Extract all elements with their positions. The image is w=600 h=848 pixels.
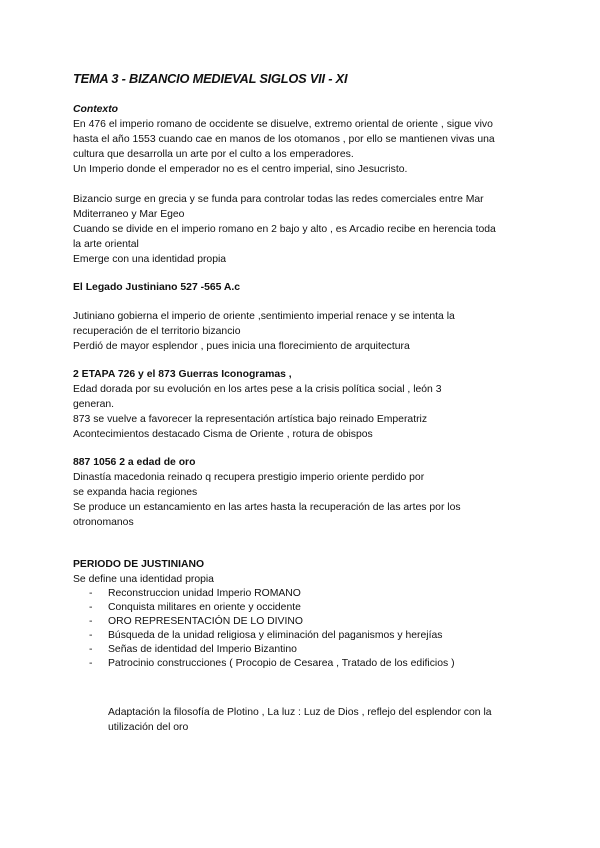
document-title: TEMA 3 - BIZANCIO MEDIEVAL SIGLOS VII - XI [73, 71, 348, 86]
paragraph-line: se expanda hacia regiones [73, 487, 198, 498]
paragraph-line: la arte oriental [73, 239, 139, 250]
dash-bullet-icon: - [89, 644, 93, 655]
dash-bullet-icon: - [89, 588, 93, 599]
paragraph-line: En 476 el imperio romano de occidente se disuelve, extremo oriental de oriente , sigue vivo [73, 119, 493, 130]
paragraph-line: Edad dorada por su evolución en los artes pese a la crisis política social , león 3 [73, 384, 442, 395]
paragraph-line: Mditerraneo y Mar Egeo [73, 209, 185, 220]
section-contexto [73, 102, 533, 177]
dash-bullet-icon: - [89, 630, 93, 641]
paragraph-line: Acontecimientos destacado Cisma de Oriente , rotura de obispos [73, 429, 373, 440]
paragraph-line: generan. [73, 399, 115, 410]
list-item [89, 657, 529, 671]
section-etapa2 [73, 367, 533, 442]
dash-bullet-icon: - [89, 602, 93, 613]
paragraph-line: Bizancio surge en grecia y se funda para controlar todas las redes comerciales entre Mar [73, 194, 484, 205]
list-item-text: Conquista militares en oriente y occidente [108, 602, 301, 613]
paragraph-line: Adaptación la filosofía de Plotino , La luz : Luz de Dios , reflejo del esplendor con la [108, 707, 492, 718]
dash-bullet-icon: - [89, 658, 93, 669]
list-item-text: ORO REPRESENTACIÓN DE LO DIVINO [108, 616, 303, 627]
section-heading-etapa2: 2 ETAPA 726 y el 873 Guerras Iconogramas , [73, 369, 292, 380]
list-item-text: Patrocinio construcciones ( Procopio de Cesarea , Tratado de los edificios ) [108, 658, 455, 669]
dash-bullet-icon: - [89, 616, 93, 627]
paragraph-line: utilización del oro [108, 722, 189, 733]
list-item-text: Reconstruccion unidad Imperio ROMANO [108, 588, 301, 599]
paragraph-line: Se produce un estancamiento en las artes hasta la recuperación de las artes por los [73, 502, 461, 513]
paragraph-line: otronomanos [73, 517, 134, 528]
paragraph-line: Perdió de mayor esplendor , pues inicia una florecimiento de arquitectura [73, 341, 410, 352]
paragraph-line: Jutiniano gobierna el imperio de oriente ,sentimiento imperial renace y se intenta la [73, 311, 455, 322]
section-periodo [73, 557, 533, 587]
paragraph-line: Dinastía macedonia reinado q recupera prestigio imperio oriente perdido por [73, 472, 425, 483]
paragraph-line: 873 se vuelve a favorecer la representación artística bajo reinado Emperatriz [73, 414, 428, 425]
section-heading-periodo: PERIODO DE JUSTINIANO [73, 559, 205, 570]
section-legado-body [73, 309, 533, 354]
list-item [89, 615, 529, 629]
paragraph-line: Emerge con una identidad propia [73, 254, 227, 265]
periodo-quote [108, 705, 538, 735]
section-heading-contexto: Contexto [73, 104, 119, 115]
list-item [89, 629, 529, 643]
section-edad-oro [73, 455, 533, 530]
section-heading-legado: El Legado Justiniano 527 -565 A.c [73, 282, 241, 293]
list-item [89, 643, 529, 657]
list-item [89, 601, 529, 615]
paragraph-line: Se define una identidad propia [73, 574, 214, 585]
list-item-text: Búsqueda de la unidad religiosa y eliminación del paganismos y herejías [108, 630, 443, 641]
section-heading-edad-oro: 887 1056 2 a edad de oro [73, 457, 196, 468]
periodo-list [89, 587, 529, 671]
section-legado [73, 280, 533, 295]
list-item [89, 587, 529, 601]
paragraph-line: cultura que desarrolla un arte por el culto a los emperadores. [73, 149, 354, 160]
paragraph-line: recuperación de el territorio bizancio [73, 326, 241, 337]
paragraph-line: hasta el año 1553 cuando cae en manos de los otomanos , por ello se mantienen vivas una [73, 134, 495, 145]
paragraph-line: Cuando se divide en el imperio romano en 2 bajo y alto , es Arcadio recibe en herencia toda [73, 224, 496, 235]
list-item-text: Señas de identidad del Imperio Bizantino [108, 644, 297, 655]
section-contexto-continued [73, 192, 533, 267]
paragraph-line: Un Imperio donde el emperador no es el centro imperial, sino Jesucristo. [73, 164, 408, 175]
